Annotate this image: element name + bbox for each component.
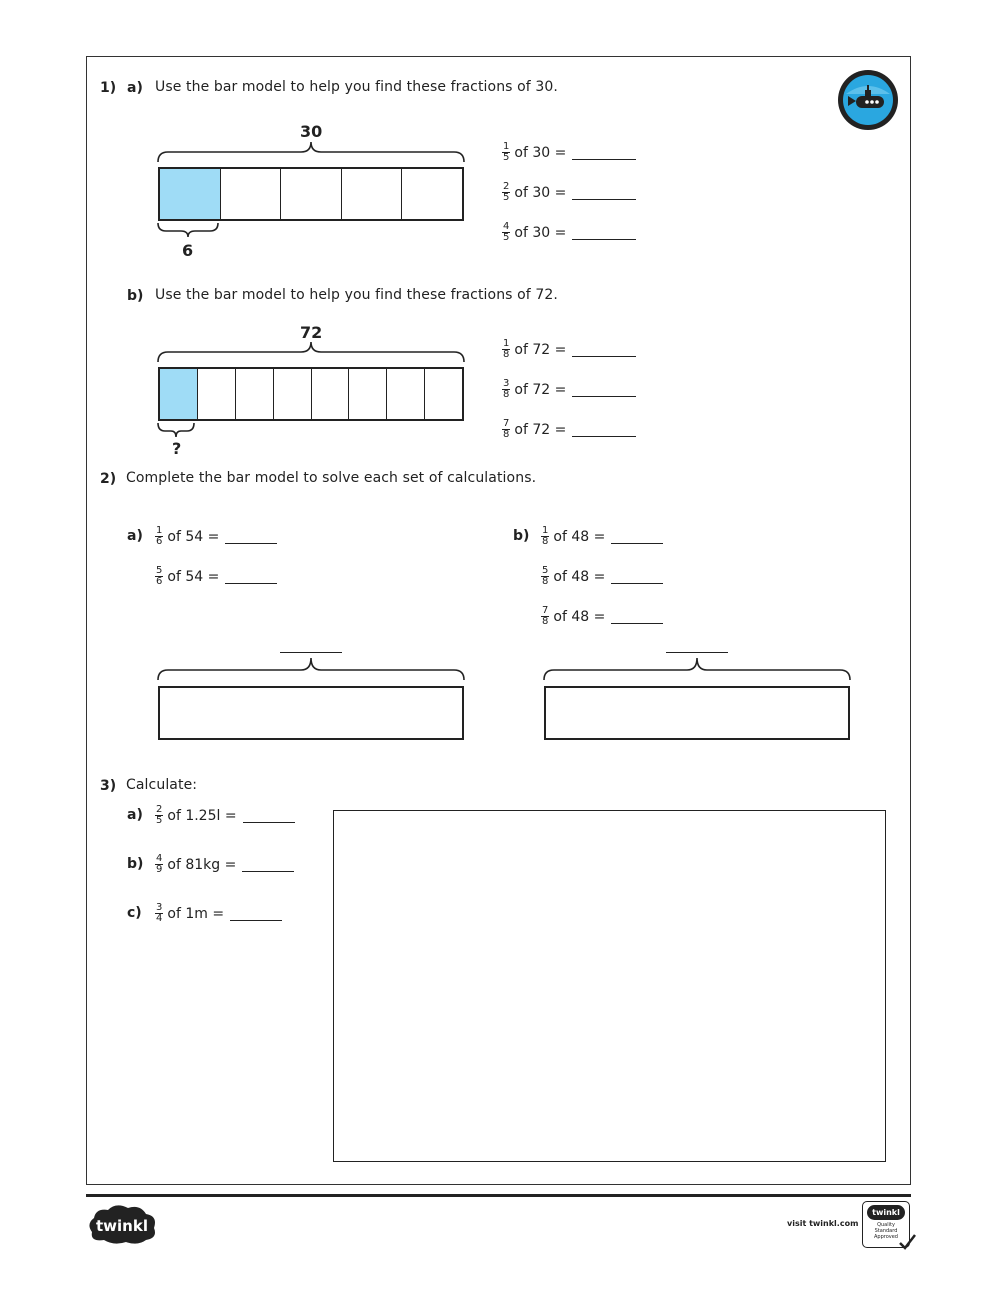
q1b-bar-segment: [387, 369, 425, 419]
answer-blank[interactable]: [572, 382, 636, 397]
q3-item-label: a): [127, 807, 143, 823]
fraction: $\frac{1}{8}$: [503, 338, 510, 360]
q2a-equation: $\frac{1}{6}$ of 54 =: [155, 526, 277, 547]
q2b-brace: [542, 654, 852, 684]
fraction: $\frac{1}{6}$: [156, 525, 163, 547]
answer-blank[interactable]: [611, 609, 663, 624]
fraction: $\frac{2}{5}$: [156, 804, 163, 826]
q1b-bar-segment: [236, 369, 274, 419]
q2a-total-blank[interactable]: [280, 652, 342, 653]
q2b-equation: $\frac{1}{8}$ of 48 =: [541, 526, 663, 547]
q1b-part-brace: [156, 421, 200, 439]
working-out-box[interactable]: [333, 810, 886, 1162]
answer-blank[interactable]: [243, 808, 295, 823]
submarine-icon: [836, 68, 900, 132]
q1b-total: 72: [300, 323, 323, 342]
q2b-label: b): [513, 528, 530, 544]
fraction: $\frac{1}{5}$: [503, 141, 510, 163]
checkmark-icon: [898, 1233, 918, 1251]
answer-blank[interactable]: [242, 857, 294, 872]
q1b-part: ?: [172, 439, 182, 458]
q1a-part-brace: [156, 221, 222, 239]
q2a-brace: [156, 654, 466, 684]
q1b-bar-segment: [160, 369, 198, 419]
q2a-bar-model[interactable]: [158, 686, 464, 740]
answer-blank[interactable]: [572, 342, 636, 357]
q1a-bar-segment: [342, 169, 403, 219]
q3-number: 3): [100, 778, 117, 794]
answer-blank[interactable]: [572, 145, 636, 160]
q3-item-label: c): [127, 905, 142, 921]
answer-blank[interactable]: [611, 529, 663, 544]
q1b-total-brace: [156, 338, 466, 366]
q1b-bar-segment: [312, 369, 350, 419]
q1b-bar-segment: [274, 369, 312, 419]
answer-blank[interactable]: [225, 529, 277, 544]
q3-instruction: Calculate:: [126, 777, 198, 793]
q1b-equation: $\frac{1}{8}$ of 72 =: [502, 339, 636, 360]
q1b-bar-model: [158, 367, 464, 421]
q1a-total-brace: [156, 138, 466, 166]
q1b-bar-segment: [198, 369, 236, 419]
q1a-bar-segment: [160, 169, 221, 219]
q1a-bar-segment: [281, 169, 342, 219]
footer-url[interactable]: visit twinkl.com: [787, 1219, 859, 1228]
q1b-label: b): [127, 288, 144, 304]
answer-blank[interactable]: [572, 185, 636, 200]
q1a-part: 6: [182, 241, 194, 260]
q3-equation: $\frac{3}{4}$ of 1m =: [155, 903, 282, 924]
answer-blank[interactable]: [572, 225, 636, 240]
q2b-equation: $\frac{5}{8}$ of 48 =: [541, 566, 663, 587]
q1a-bar-segment: [402, 169, 462, 219]
twinkl-logo-text: twinkl: [96, 1217, 148, 1235]
answer-blank[interactable]: [225, 569, 277, 584]
q1b-bar-segment: [349, 369, 387, 419]
q3-item-label: b): [127, 856, 144, 872]
fraction: $\frac{7}{8}$: [503, 418, 510, 440]
q1b-bar-segment: [425, 369, 462, 419]
q2a-equation: $\frac{5}{6}$ of 54 =: [155, 566, 277, 587]
q1a-equation: $\frac{4}{5}$ of 30 =: [502, 222, 636, 243]
q3-equation: $\frac{4}{9}$ of 81kg =: [155, 854, 294, 875]
q1a-instruction: Use the bar model to help you find these fractions of 30.: [155, 79, 558, 95]
fraction: $\frac{2}{5}$: [503, 181, 510, 203]
fraction: $\frac{5}{8}$: [542, 565, 549, 587]
quality-badge-brand: twinkl: [867, 1205, 905, 1220]
fraction: $\frac{3}{8}$: [503, 378, 510, 400]
q1a-bar-model: [158, 167, 464, 221]
fraction: $\frac{5}{6}$: [156, 565, 163, 587]
fraction: $\frac{3}{4}$: [156, 902, 163, 924]
q1a-equation: $\frac{1}{5}$ of 30 =: [502, 142, 636, 163]
fraction: $\frac{4}{9}$: [156, 853, 163, 875]
q1b-equation: $\frac{7}{8}$ of 72 =: [502, 419, 636, 440]
q2b-bar-model[interactable]: [544, 686, 850, 740]
quality-badge-text: Quality Standard Approved: [874, 1222, 898, 1240]
q3-equation: $\frac{2}{5}$ of 1.25l =: [155, 805, 295, 826]
q2-instruction: Complete the bar model to solve each set of calculations.: [126, 470, 537, 486]
q2a-label: a): [127, 528, 143, 544]
fraction: $\frac{7}{8}$: [542, 605, 549, 627]
q2b-total-blank[interactable]: [666, 652, 728, 653]
answer-blank[interactable]: [572, 422, 636, 437]
answer-blank[interactable]: [611, 569, 663, 584]
q1a-total: 30: [300, 122, 323, 141]
q1-number: 1): [100, 80, 117, 96]
fraction: $\frac{4}{5}$: [503, 221, 510, 243]
q1b-equation: $\frac{3}{8}$ of 72 =: [502, 379, 636, 400]
q1b-instruction: Use the bar model to help you find these fractions of 72.: [155, 287, 558, 303]
q1a-equation: $\frac{2}{5}$ of 30 =: [502, 182, 636, 203]
q2-number: 2): [100, 471, 117, 487]
q2b-equation: $\frac{7}{8}$ of 48 =: [541, 606, 663, 627]
answer-blank[interactable]: [230, 906, 282, 921]
twinkl-logo: [84, 1202, 160, 1246]
q1a-label: a): [127, 80, 143, 96]
footer-divider: [86, 1194, 911, 1197]
fraction: $\frac{1}{8}$: [542, 525, 549, 547]
q1a-bar-segment: [221, 169, 282, 219]
